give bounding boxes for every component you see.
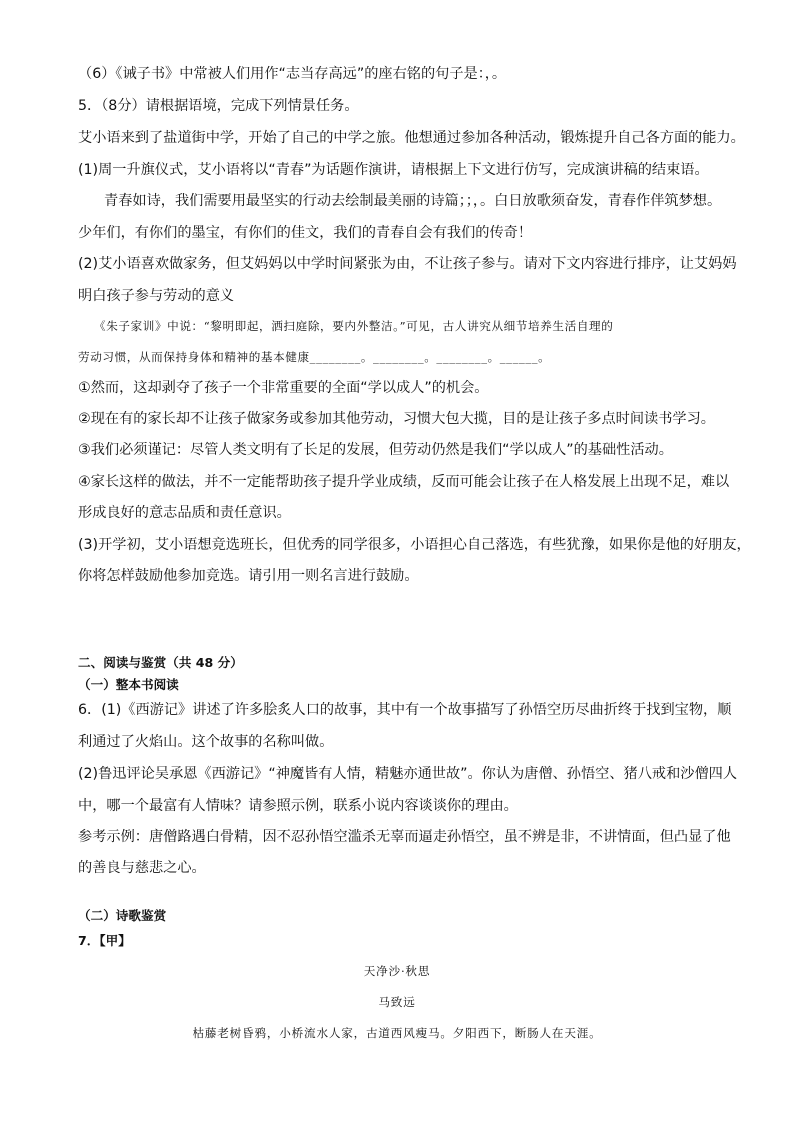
q5-option-3: ③我们必须谨记：尽管人类文明有了长足的发展，但劳动仍然是我们“学以成人”的基础性活动。 <box>78 442 673 458</box>
q6-p2-line1: (2)鲁迅评论吴承恩《西游记》“神魔皆有人情，精魅亦通世故”。你认为唐僧、孙悟空、猪八戒和沙僧四人 <box>78 766 738 782</box>
q4-item6: （6）《诫子书》中常被人们用作“志当存高远”的座右铭的句子是：，。 <box>78 66 507 82</box>
q5-option-1: ①然而，这却剥夺了孩子一个非常重要的全面“学以成人”的机会。 <box>78 380 489 396</box>
q6-example-line2: 的善良与慈悲之心。 <box>78 860 206 876</box>
q6-p1-line1: 6．(1)《西游记》讲述了许多脍炙人口的故事，其中有一个故事描写了孙悟空历尽曲折终于找到宝物，顺 <box>78 702 732 718</box>
poem-text: 枯藤老树昏鸦，小桥流水人家，古道西风瘦马。夕阳西下，断肠人在天涯。 <box>192 1026 602 1040</box>
section2-sub1: （一）整本书阅读 <box>78 677 179 692</box>
q7-label: 7．【甲】 <box>78 933 131 948</box>
q5-part2-quote-line1: 《朱子家训》中说：“黎明即起，洒扫庭除，要内外整洁。”可见，古人讲究从细节培养生活自理的 <box>94 319 614 333</box>
q5-part3-line2: 你将怎样鼓励他参加竞选。请引用一则名言进行鼓励。 <box>78 568 419 584</box>
section2-sub2: （二）诗歌鉴赏 <box>78 908 167 923</box>
q5-option-4-line1: ④家长这样的做法，并不一定能帮助孩子提升学业成绩，反而可能会让孩子在人格发展上出现不足，难以 <box>78 474 730 490</box>
poem-title: 天净沙·秋思 <box>363 964 431 978</box>
q5-part2-prompt-line1: (2)艾小语喜欢做家务，但艾妈妈以中学时间紧张为由，不让孩子参与。请对下文内容进行排序，让艾妈妈 <box>78 256 737 272</box>
q5-option-2: ②现在有的家长却不让孩子做家务或参加其他劳动，习惯大包大揽，目的是让孩子多点时间读书学习。 <box>78 411 715 427</box>
q5-header: 5．（8分）请根据语境，完成下列情景任务。 <box>78 98 359 114</box>
q6-p1-line2: 利通过了火焰山。这个故事的名称叫做。 <box>78 734 334 750</box>
q5-intro: 艾小语来到了盐道街中学，开始了自己的中学之旅。他想通过参加各种活动，锻炼提升自己各方面的能力。 <box>78 130 745 146</box>
q6-p2-line2: 中，哪一个最富有人情味？请参照示例，联系小说内容谈谈你的理由。 <box>78 798 518 814</box>
q6-example-line1: 参考示例：唐僧路遇白骨精，因不忍孙悟空滥杀无辜而逼走孙悟空，虽不辨是非，不讲情面，但凸显了他 <box>78 829 731 845</box>
q5-part1-passage-line2: 少年们，有你们的墨宝，有你们的佳文，我们的青春自会有我们的传奇！ <box>78 225 533 241</box>
q5-part2-prompt-line2: 明白孩子参与劳动的意义 <box>78 288 235 304</box>
q5-part3-line1: (3)开学初，艾小语想竞选班长，但优秀的同学很多，小语担心自己落选，有些犹豫，如果你是他的好朋友， <box>78 537 751 553</box>
q5-part2-quote-line2: 劳动习惯，从而保持身体和精神的基本健康________。________。________。______。 <box>78 350 551 364</box>
section2-title: 二、阅读与鉴赏（共 48 分） <box>78 655 243 670</box>
q5-option-4-line2: 形成良好的意志品质和责任意识。 <box>78 505 291 521</box>
q5-part1-passage-line1: 青春如诗，我们需要用最坚实的行动去绘制最美丽的诗篇；；，。白日放歌须奋发，青春作伴筑梦想。 <box>104 193 722 209</box>
poem-author: 马致远 <box>378 995 416 1009</box>
q5-part1-prompt: (1)周一升旗仪式，艾小语将以“青春”为话题作演讲，请根据上下文进行仿写，完成演讲稿的结束语。 <box>78 162 709 178</box>
